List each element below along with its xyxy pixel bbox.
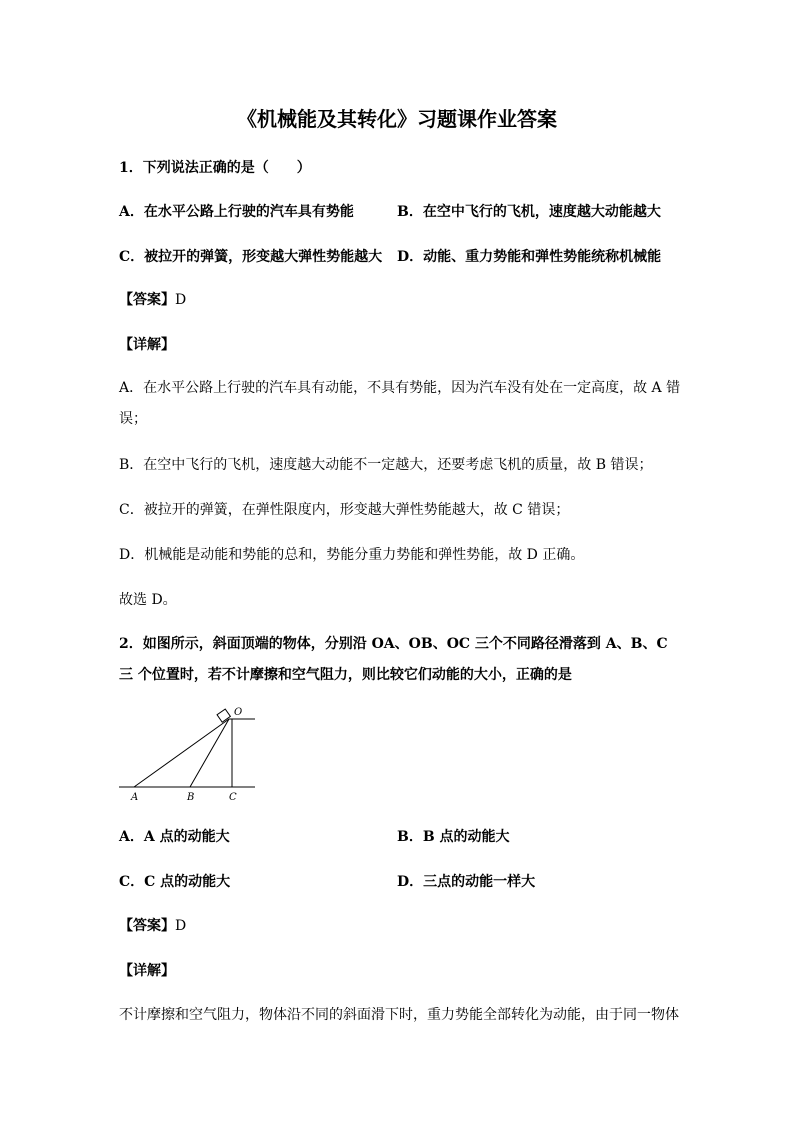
q1-detail-a-line2: 误； [119,411,147,427]
q1-option-c: C．被拉开的弹簧，形变越大弹性势能越大 [119,249,383,265]
q1-answer-label: 【答案】 [119,292,175,308]
q2-answer-value: D [175,918,187,934]
q1-detail-c: C．被拉开的弹簧，在弹性限度内，形变越大弹性势能越大，故 C 错误； [119,502,570,518]
q1-answer [119,290,186,310]
q1-conclusion: 故选 D。 [119,592,177,608]
q2-answer [119,916,186,936]
document-title: 《机械能及其转化》习题课作业答案 [237,107,557,131]
q2-option-d: D．三点的动能一样大 [397,874,536,890]
path-oa [134,719,229,787]
label-c: C [229,792,237,803]
label-o: O [234,707,243,718]
q1-stem: 1．下列说法正确的是（ ） [119,160,311,176]
q2-stem-line2: 三 个位置时，若不计摩擦和空气阻力，则比较它们动能的大小，正确的是 [119,667,572,683]
label-b: B [187,792,195,803]
q1-answer-value: D [175,292,187,308]
q1-option-a: A．在水平公路上行驶的汽车具有势能 [119,204,354,220]
q2-option-b: B．B 点的动能大 [397,829,510,845]
q2-stem-line1: 2．如图所示，斜面顶端的物体，分别沿 OA、OB、OC 三个不同路径滑落到 A、B、C [119,636,668,652]
q1-detail-a-line1: A．在水平公路上行驶的汽车具有动能，不具有势能，因为汽车没有处在一定高度，故 A 错 [119,380,681,396]
q1-option-d: D．动能、重力势能和弹性势能统称机械能 [397,249,662,265]
q2-option-c: C．C 点的动能大 [119,874,231,890]
path-ob [190,719,229,787]
q1-option-b: B．在空中飞行的飞机，速度越大动能越大 [397,204,661,220]
q2-option-a: A．A 点的动能大 [119,829,230,845]
q2-detail-label: 【详解】 [119,963,175,979]
q1-detail-d: D．机械能是动能和势能的总和，势能分重力势能和弹性势能，故 D 正确。 [119,547,585,563]
q2-detail-line1: 不计摩擦和空气阻力，物体沿不同的斜面滑下时，重力势能全部转化为动能，由于同一物体 [119,1007,679,1023]
q1-detail-label: 【详解】 [119,337,175,353]
q2-answer-label: 【答案】 [119,918,175,934]
label-a: A [131,792,139,803]
q1-detail-b: B．在空中飞行的飞机，速度越大动能不一定越大，还要考虑飞机的质量，故 B 错误； [119,457,653,473]
q2-incline-figure [115,703,260,803]
